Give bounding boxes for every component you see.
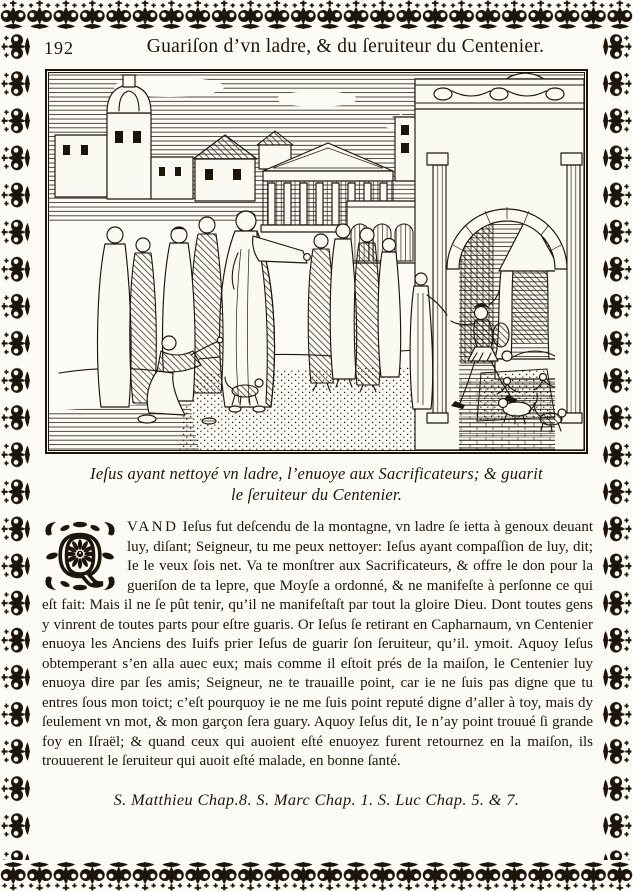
running-header bbox=[34, 30, 599, 64]
illustration-caption bbox=[34, 463, 599, 505]
page-number: 192 bbox=[44, 38, 74, 58]
dropcap-ornament bbox=[42, 520, 118, 592]
grand-arch bbox=[415, 79, 584, 450]
woodcut-inner-frame bbox=[48, 72, 585, 451]
dropcap-letter: Q bbox=[57, 522, 103, 590]
paragraph-text: Ieſus fut deſcendu de la montagne, vn ladre ſe ietta à genoux deuant luy, diſant; Seigneur, tu me peux nettoyer: Ieſus ayant compaſſion de luy, dit; Ie le veux ſois net. Va te monſtrer aux Sacrificateurs, & offre le don pour la gueriſon de ta lepre, que Moyſe a ordonné, & ne manifeſte à perſonne ce qui eſt fait: Mais il ne ſe pût tenir, qu’il ne manifeſtaſt par tout la gloire Dieu. Dont toutes gens y vinrent de toutes parts pour eſtre guaris. Or Ieſus ſe retirant en Capharnaum, vn Centenier enuoya les Anciens des Iuifs prier Ieſus de guarir ſon ſeruiteur, qu’il. ymoit. Aquoy Ieſus obtemperant s’en alla auec eux; mais comme il eſtoit prés de la maiſon, le Centenier luy enuoya dire par ſes amis; Seigneur, ne te trauaille point, car ie ne ſuis pas digne que tu entres ſous mon toict; c’eſt pourquoy ie ne me ſuis point reputé digne d’aller à toy, mais dy ſeulement vn mot, & mon garçon ſera guary. Aquoy Ieſus dit, Ie n’ay point trouué ſi grande foy en Iſraël; & quand ceux qui auoient eſté enuoyez furent retournez en la maiſon, ils trouuerent le ſeruiteur qui auoit eſté malade, en bonne ſanté. bbox=[42, 519, 593, 769]
ornamental-border-bottom bbox=[0, 860, 633, 891]
ornamental-border-top bbox=[0, 0, 633, 31]
caption-line-2: le ſeruiteur du Centenier. bbox=[230, 485, 403, 504]
body-text bbox=[42, 518, 593, 772]
scripture-citation: S. Matthieu Chap.8. S. Marc Chap. 1. S. Luc Chap. 5. & 7. bbox=[113, 789, 520, 809]
caption-line-1: Ieſus ayant nettoyé vn ladre, l’enuoye aux Sacrificateurs; & guarit bbox=[90, 464, 543, 483]
opening-word: VAND bbox=[127, 519, 179, 535]
page-content bbox=[34, 30, 599, 859]
page-title: Guariſon d’vn ladre, & du ſeruiteur du Centenier. bbox=[146, 36, 545, 57]
woodcut-frame bbox=[45, 69, 588, 454]
ornamental-border-left bbox=[1, 28, 32, 860]
ornamental-border-right bbox=[601, 28, 632, 860]
woodcut-illustration bbox=[49, 73, 584, 450]
